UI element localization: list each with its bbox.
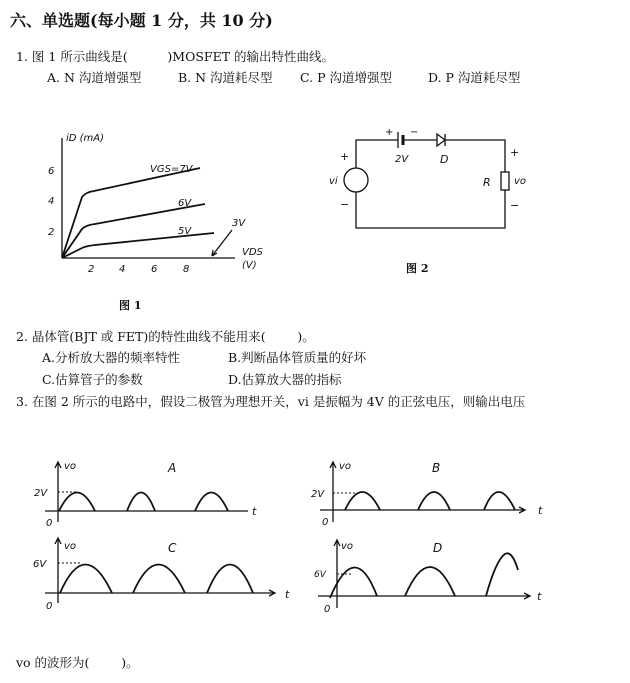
x-label: t: [285, 588, 290, 601]
diode-label: D: [440, 153, 449, 166]
waveform-humps: [345, 492, 515, 510]
y-tick: 6: [48, 166, 55, 177]
waveform-a: [34, 461, 257, 529]
level-label: 6V: [314, 570, 326, 580]
origin-label: 0: [46, 518, 53, 529]
x-label: t: [537, 590, 542, 603]
level-label: 2V: [34, 488, 48, 499]
y-axis-label: iD (mA): [66, 133, 105, 144]
figure-2-caption: 图 2: [406, 262, 429, 275]
output-plus: +: [510, 146, 520, 159]
battery-label: 2V: [395, 154, 409, 165]
figure-1-caption: 图 1: [119, 299, 142, 312]
q1-option-b: B. N 沟道耗尽型: [178, 70, 273, 85]
voltage-source-icon: [344, 168, 368, 192]
curve-label-7v: VGS=7V: [150, 164, 193, 175]
option-label: B: [432, 461, 441, 475]
arrow-icon: [212, 230, 232, 256]
y-label: vo: [339, 461, 352, 472]
output-label: vo: [514, 176, 527, 187]
waveform-humps: [330, 553, 518, 598]
source-label: vi: [329, 176, 338, 187]
output-minus: −: [510, 199, 520, 212]
origin-label: 0: [46, 601, 53, 612]
curve-label-3v: 3V: [232, 218, 246, 229]
battery-plus: +: [385, 127, 394, 138]
waveform-b: [311, 461, 543, 528]
q2-option-c: C.估算管子的参数: [42, 372, 143, 387]
x-tick: 2: [88, 264, 95, 275]
q2-option-d: D.估算放大器的指标: [228, 372, 342, 387]
question-3-tail: vo 的波形为( )。: [16, 655, 139, 670]
waveform-d: [314, 540, 542, 615]
q2-option-b: B.判断晶体管质量的好坏: [228, 350, 367, 365]
q1-option-a: A. N 沟道增强型: [47, 70, 142, 85]
figure-1-output-characteristics: [48, 133, 264, 312]
x-label: t: [538, 504, 543, 517]
y-label: vo: [341, 541, 354, 552]
curve-label-6v: 6V: [178, 198, 192, 209]
y-label: vo: [64, 541, 77, 552]
level-label: 6V: [33, 559, 47, 570]
origin-label: 0: [322, 517, 329, 528]
q1-option-c: C. P 沟道增强型: [300, 70, 392, 85]
x-axis-label: VDS: [242, 247, 263, 258]
battery-minus: −: [410, 127, 419, 138]
x-tick: 6: [151, 264, 158, 275]
option-label: D: [433, 541, 443, 555]
q2-option-a: A.分析放大器的频率特性: [42, 350, 181, 365]
y-label: vo: [64, 461, 77, 472]
level-label: 2V: [311, 489, 325, 500]
x-tick: 4: [119, 264, 126, 275]
y-tick: 4: [48, 196, 55, 207]
source-minus: −: [340, 198, 350, 211]
waveform-humps: [59, 493, 228, 512]
origin-label: 0: [324, 604, 331, 615]
waveform-c: [33, 538, 290, 612]
option-label: C: [168, 541, 177, 555]
diode-icon: [437, 134, 445, 146]
q1-option-d: D. P 沟道耗尽型: [428, 70, 521, 85]
curve-label-5v: 5V: [178, 226, 192, 237]
figure-2-circuit: [329, 127, 526, 275]
y-tick: 2: [48, 227, 55, 238]
question-1-stem: 1. 图 1 所示曲线是( )MOSFET 的输出特性曲线。: [16, 49, 335, 64]
question-2-stem: 2. 晶体管(BJT 或 FET)的特性曲线不能用来( )。: [16, 329, 315, 344]
source-plus: +: [340, 150, 350, 163]
option-label: A: [168, 461, 177, 475]
resistor-label: R: [483, 176, 491, 189]
x-axis-unit: (V): [242, 260, 257, 271]
resistor-icon: [501, 172, 509, 190]
x-tick: 8: [183, 264, 190, 275]
curve-vgs-7v: [62, 168, 200, 258]
section-title: 六、单选题(每小题 1 分，共 10 分): [10, 11, 273, 30]
x-label: t: [252, 505, 257, 518]
waveform-humps: [60, 565, 253, 594]
question-3-stem: 3. 在图 2 所示的电路中，假设二极管为理想开关，vi 是振幅为 4V 的正弦电压，则输出电压: [16, 394, 526, 409]
